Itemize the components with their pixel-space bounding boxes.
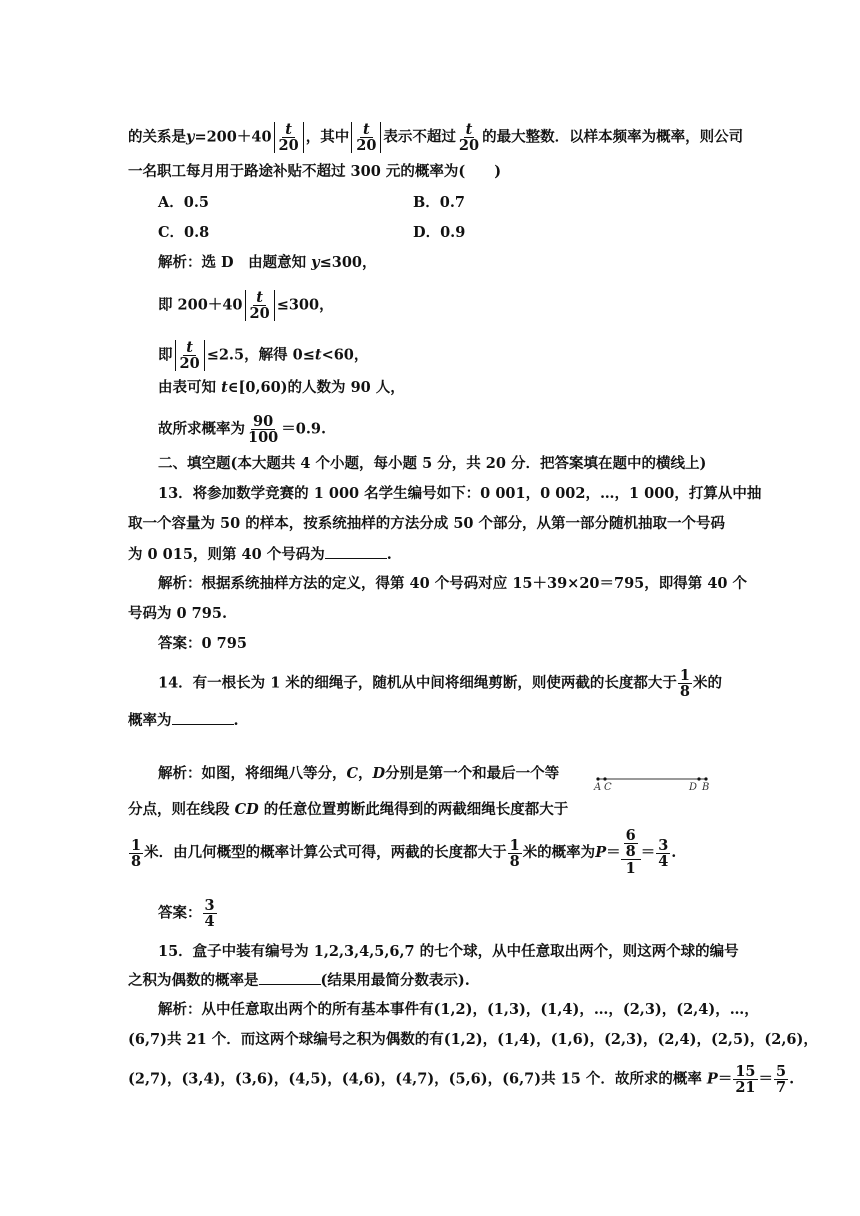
den: 8 (509, 852, 520, 870)
frac-6-over-8 (624, 828, 638, 859)
den: 8 (625, 843, 636, 860)
text: . (789, 1070, 795, 1088)
q13-solution-2: 号码为 0 795. (128, 605, 228, 622)
answer-blank[interactable] (259, 970, 321, 985)
den: 21 (735, 1079, 756, 1096)
section-heading: 二、填空题(本大题共 4 个小题，每小题 5 分，共 20 分．把答案填在题中的横线上) (158, 455, 707, 472)
frac-t-over-20 (457, 122, 481, 153)
frac-1-over-8 (508, 838, 522, 869)
option-c: C．0.8 (158, 224, 210, 241)
den: 100 (248, 429, 279, 446)
num: 3 (204, 897, 215, 914)
q15-solution-3 (128, 1064, 794, 1095)
var-p: P (595, 844, 607, 861)
var-t: t (314, 346, 322, 364)
text: 米．由几何概型的概率计算公式可得，两截的长度都大于 (144, 844, 507, 861)
var-p: P (706, 1070, 718, 1088)
text: ≤300， (319, 254, 377, 271)
equals: ＝ (640, 844, 656, 861)
text: . (671, 844, 677, 861)
q12-solution-3 (158, 340, 368, 371)
frac-15-over-21 (733, 1064, 757, 1095)
den: 4 (204, 913, 215, 930)
q13-solution-1 (158, 574, 747, 594)
text: 选 D 由题意知 (201, 254, 312, 271)
q12-line-1 (128, 122, 743, 153)
var-cd: CD (234, 801, 259, 818)
num: t (465, 121, 473, 138)
den: 8 (131, 852, 142, 870)
frac-3-over-4 (656, 838, 670, 869)
option-a: A．0.5 (158, 194, 209, 211)
frac-1-over-8 (678, 668, 692, 699)
text: 如图，将细绳八等分， (201, 765, 347, 782)
text: ＝0.9. (281, 420, 327, 438)
var-y: y (311, 254, 320, 271)
den: 7 (776, 1079, 787, 1096)
frac-5-over-7 (774, 1064, 788, 1095)
num: 90 (253, 413, 274, 430)
den: 4 (658, 852, 669, 870)
num: t (183, 340, 196, 356)
text: (2,7)，(3,4)，(3,6)，(4,5)，(4,6)，(4,7)，(5,6)，(6,7)共 15 个．故所求的概率 (128, 1070, 707, 1088)
var-d: D (372, 765, 386, 782)
num: t (360, 122, 373, 138)
var-t: t (221, 379, 228, 396)
answer-frac-3-over-4 (203, 898, 217, 929)
text: . (386, 546, 392, 563)
q13-line-2: 取一个容量为 50 的样本，按系统抽样的方法分成 50 个部分，从第一部分随机抽取一个号码 (128, 515, 726, 532)
text: =200＋40 (194, 128, 272, 146)
q15-solution-2: (6,7)共 21 个．而这两个球编号之积为偶数的有(1,2)，(1,4)，(1,6)，(2,3)，(2,4)，(2,5)，(2,6)， (128, 1031, 818, 1048)
text: 为 0 015，则第 40 个号码为 (128, 546, 325, 563)
complex-fraction-top (621, 828, 641, 860)
num: 5 (776, 1063, 787, 1080)
option-d: D．0.9 (413, 224, 466, 241)
segment-figure (592, 772, 712, 796)
q14-solution-1 (158, 764, 559, 784)
label-c: C (604, 782, 612, 793)
den: 20 (278, 137, 299, 154)
q14-answer (158, 898, 218, 929)
solution-label: 解析： (158, 765, 202, 782)
q12-line-2: 一名职工每月用于路途补贴不超过 300 元的概率为( ) (128, 163, 502, 180)
option-b: B．0.7 (413, 194, 465, 211)
floor-t-over-20 (175, 340, 205, 371)
q15-solution-1 (158, 1000, 759, 1020)
q12-solution-2 (158, 290, 334, 321)
text: <60， (321, 346, 369, 364)
q13-answer (158, 634, 247, 654)
q12-solution-1 (158, 253, 377, 273)
text: . (233, 712, 239, 729)
num: 1 (509, 836, 520, 854)
equals: ＝ (606, 844, 621, 861)
text: 14．有一根长为 1 米的细绳子，随机从中间将细绳剪断，则使两截的长度都大于 (158, 674, 677, 692)
text: ， (358, 765, 373, 782)
q14-line-2 (128, 710, 239, 731)
floor-t-over-20 (274, 122, 304, 153)
text: 之积为偶数的概率是 (128, 972, 259, 989)
label-b: B (702, 782, 710, 793)
text: ≤2.5，解得 0≤ (206, 346, 315, 364)
q15-line-1: 15．盒子中装有编号为 1,2,3,4,5,6,7 的七个球，从中任意取出两个，则这两个球的编号 (158, 943, 739, 960)
q13-line-3 (128, 544, 392, 565)
num: 3 (658, 836, 669, 854)
q15-line-2 (128, 970, 470, 991)
complex-fraction (621, 828, 641, 878)
var-c: C (346, 765, 359, 782)
frac-90-over-100 (246, 414, 280, 445)
den: 20 (458, 137, 480, 154)
text: 由表可知 (158, 379, 222, 396)
equals: ＝ (758, 1070, 773, 1088)
q12-solution-5 (158, 414, 326, 445)
text: ∈[0,60)的人数为 90 人， (227, 379, 405, 396)
num: 1 (679, 667, 690, 684)
text: 故所求概率为 (158, 420, 245, 438)
den: 20 (179, 355, 200, 372)
text: 的最大整数．以样本频率为概率，则公司 (482, 128, 744, 146)
floor-t-over-20 (245, 290, 275, 321)
solution-label: 解析： (158, 254, 202, 271)
text: 的任意位置剪断此绳得到的两截细绳长度都大于 (258, 801, 569, 818)
text: ≤300， (276, 296, 334, 314)
text: 从中任意取出两个的所有基本事件有(1,2)，(1,3)，(1,4)，…，(2,3)，(2,4)，…， (201, 1001, 759, 1018)
text: ，其中 (305, 128, 350, 146)
den: 8 (679, 683, 690, 700)
num: t (282, 122, 295, 138)
answer-blank[interactable] (172, 710, 234, 725)
text: 米的概率为 (522, 844, 596, 861)
text: 的关系是 (128, 128, 186, 146)
answer-label: 答案： (158, 635, 202, 652)
label-a: A (594, 782, 602, 793)
frac-1-over-8 (129, 838, 143, 869)
label-d: D (689, 782, 698, 793)
answer-blank[interactable] (325, 544, 387, 559)
num: 1 (131, 836, 142, 854)
text: 根据系统抽样方法的定义，得第 40 个号码对应 15＋39×20＝795，即得第 40 个 (201, 575, 748, 592)
text: 分点，则在线段 (128, 801, 235, 818)
var-y: y (186, 128, 195, 146)
q14-line-1 (158, 668, 722, 699)
q14-solution-3 (128, 826, 676, 880)
text: 表示不超过 (383, 128, 456, 146)
num: t (253, 290, 266, 306)
q12-solution-4 (158, 378, 405, 398)
den: 20 (356, 137, 377, 154)
answer-label: 答案： (158, 904, 202, 922)
num: 15 (735, 1063, 756, 1080)
text: 分别是第一个和最后一个等 (385, 765, 560, 782)
complex-fraction-bottom: 1 (625, 860, 636, 877)
num: 6 (625, 827, 636, 844)
text: 米的 (692, 674, 722, 692)
den: 20 (249, 305, 270, 322)
q13-line-1: 13．将参加数学竞赛的 1 000 名学生编号如下：0 001，0 002，…，1 000，打算从中抽 (158, 485, 762, 502)
floor-t-over-20 (351, 122, 381, 153)
solution-label: 解析： (158, 1001, 202, 1018)
equals: ＝ (717, 1070, 733, 1088)
answer-value: 0 795 (201, 635, 247, 652)
q14-solution-2 (128, 800, 568, 820)
text: (结果用最简分数表示). (320, 972, 470, 989)
text: 即 200＋40 (158, 296, 243, 314)
text: 概率为 (128, 712, 172, 729)
text: 即 (158, 346, 173, 364)
solution-label: 解析： (158, 575, 202, 592)
